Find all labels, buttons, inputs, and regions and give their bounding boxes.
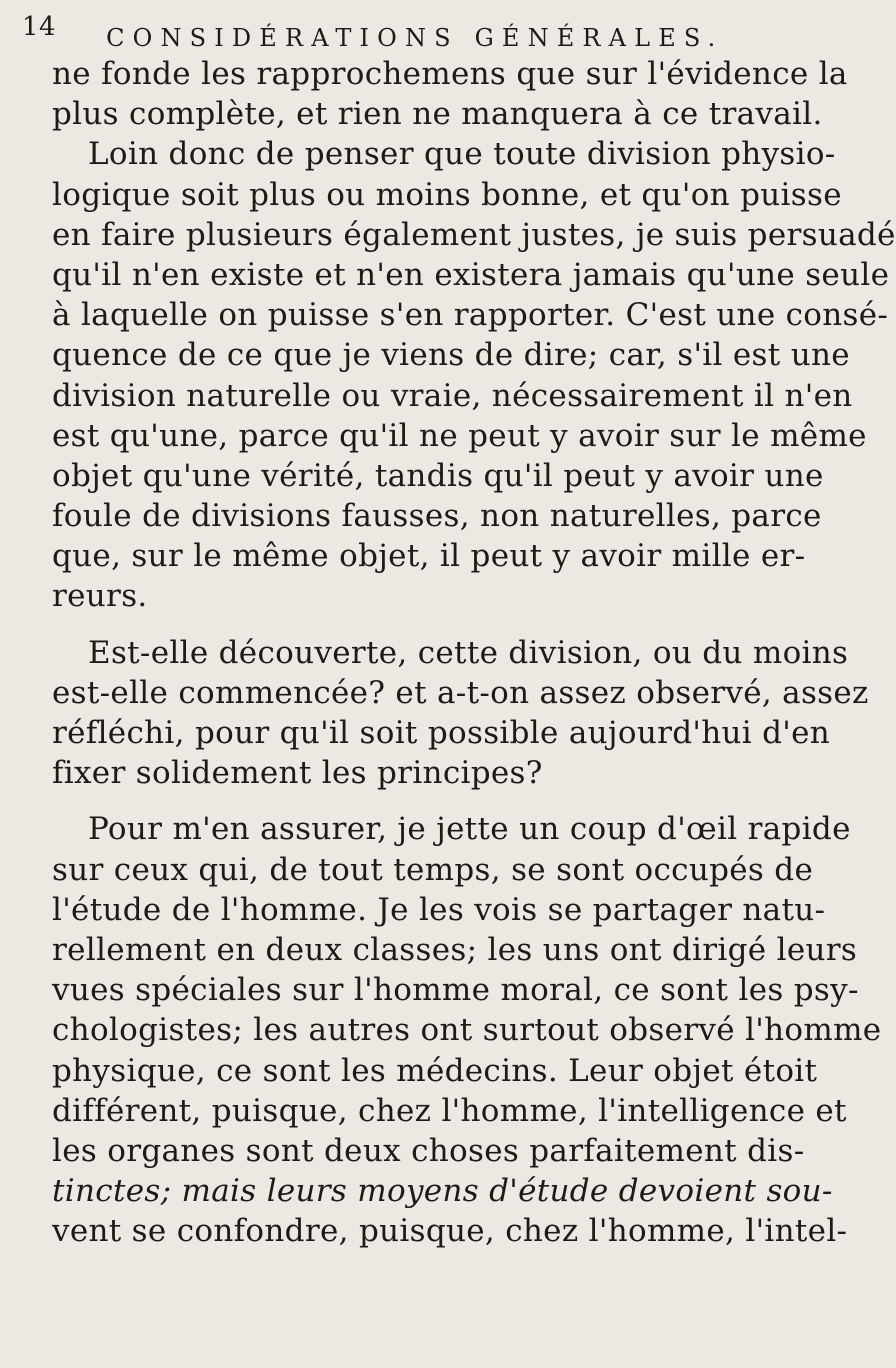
- text-line: l'étude de l'homme. Je les vois se partager natu-: [52, 891, 826, 928]
- text-line: vent se confondre, puisque, chez l'homme, l'intel-: [52, 1213, 848, 1250]
- text-line: division naturelle ou vraie, nécessairement il n'en: [52, 377, 853, 414]
- text-line: tinctes; mais leurs moyens d'étude devoient sou-: [52, 1173, 833, 1210]
- text-line: reurs.: [52, 578, 148, 615]
- text-line: fixer solidement les principes?: [52, 755, 543, 792]
- text-line: objet qu'une vérité, tandis qu'il peut y avoir une: [52, 457, 824, 494]
- text-line: différent, puisque, chez l'homme, l'intelligence et: [52, 1092, 847, 1129]
- text-line: à laquelle on puisse s'en rapporter. C'est une consé-: [52, 297, 889, 334]
- running-head: [22, 14, 780, 50]
- text-line: rellement en deux classes; les uns ont dirigé leurs: [52, 931, 858, 968]
- text-line: sur ceux qui, de tout temps, se sont occupés de: [52, 851, 814, 888]
- text-line: est qu'une, parce qu'il ne peut y avoir sur le même: [52, 417, 867, 454]
- page-number: 14: [22, 12, 57, 42]
- text-line: quence de ce que je viens de dire; car, s'il est une: [52, 337, 850, 374]
- text-line: que, sur le même objet, il peut y avoir mille er-: [52, 538, 806, 575]
- text-line: en faire plusieurs également justes, je suis persuadé: [52, 216, 896, 253]
- text-line: Est-elle découverte, cette division, ou du moins: [88, 634, 849, 671]
- text-line: plus complète, et rien ne manquera à ce travail.: [52, 96, 823, 133]
- body-text: [52, 54, 896, 1251]
- text-line: physique, ce sont les médecins. Leur objet étoit: [52, 1052, 818, 1089]
- text-line: réfléchi, pour qu'il soit possible aujourd'hui d'en: [52, 715, 831, 751]
- text-line: est-elle commencée? et a-t-on assez observé, assez: [52, 674, 869, 711]
- text-line: ne fonde les rapprochemens que sur l'évidence la: [52, 56, 848, 92]
- text-line: Loin donc de penser que toute division physio-: [88, 136, 836, 173]
- text-line: chologistes; les autres ont surtout observé l'homme: [52, 1012, 882, 1049]
- text-line: logique soit plus ou moins bonne, et qu'on puisse: [52, 176, 842, 213]
- text-line: foule de divisions fausses, non naturelles, parce: [52, 498, 822, 535]
- running-title: CONSIDÉRATIONS GÉNÉRALES.: [106, 24, 724, 52]
- text-line: vues spéciales sur l'homme moral, ce sont les psy-: [52, 972, 859, 1009]
- text-line: Pour m'en assurer, je jette un coup d'œil rapide: [88, 811, 851, 848]
- text-line: qu'il n'en existe et n'en existera jamais qu'une seule: [52, 256, 890, 293]
- text-line: les organes sont deux choses parfaitement dis-: [52, 1132, 805, 1169]
